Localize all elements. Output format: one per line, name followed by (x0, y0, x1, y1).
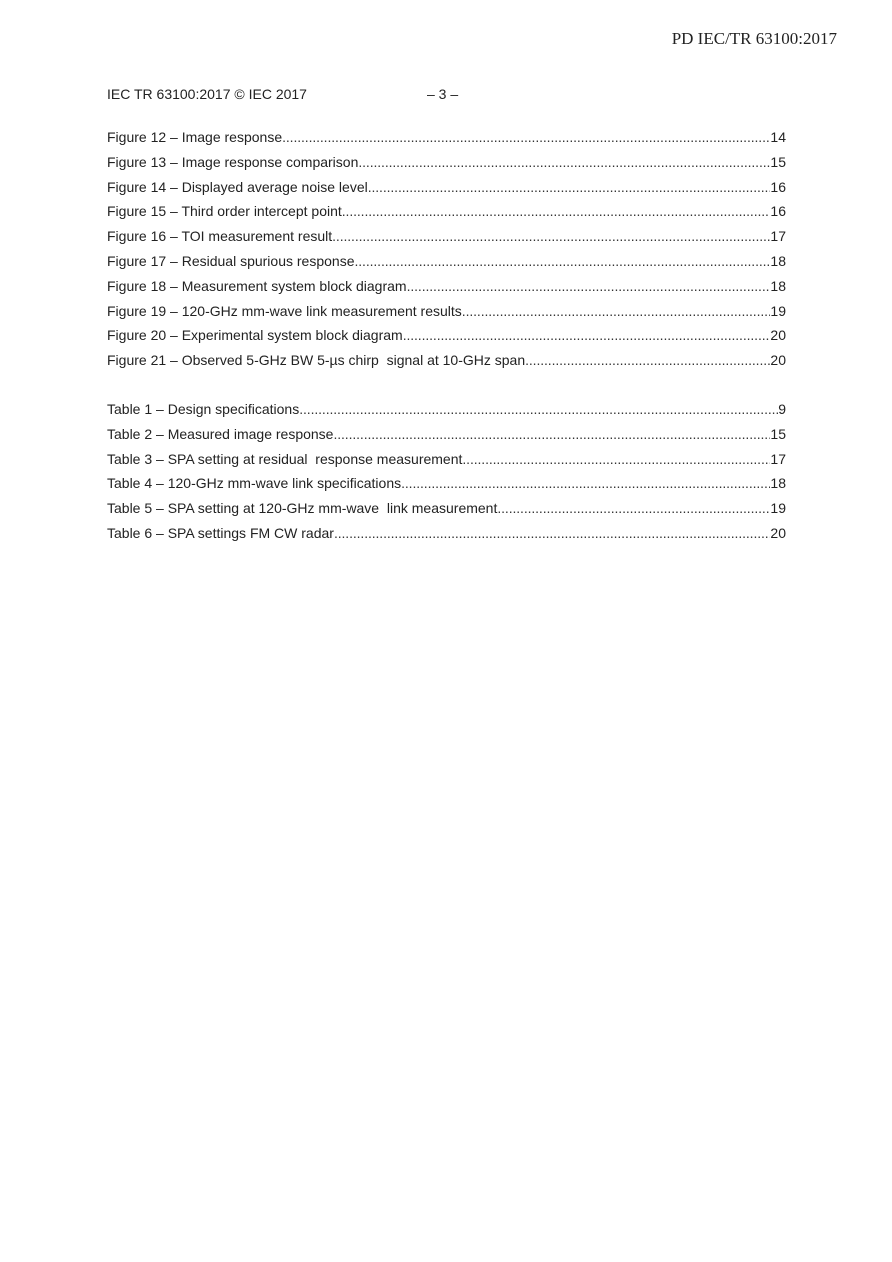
toc-entry-page: 19 (770, 500, 786, 517)
toc-entry-title: Figure 20 – Experimental system block diagram (107, 327, 403, 344)
toc-row-figure-17[interactable] (107, 252, 786, 277)
toc-row-table-4[interactable] (107, 474, 786, 499)
toc-entry-page: 20 (770, 524, 786, 541)
toc-leader-dots (282, 128, 770, 146)
toc-row-table-5[interactable] (107, 499, 786, 524)
toc-row-table-3[interactable] (107, 450, 786, 475)
toc-entry-title: Table 2 – Measured image response (107, 425, 334, 442)
toc-leader-dots (354, 252, 770, 270)
toc-entry-title: Figure 13 – Image response comparison (107, 153, 359, 170)
toc-leader-dots (358, 153, 770, 171)
toc-entry-title: Figure 15 – Third order intercept point (107, 203, 342, 220)
toc-entry-title: Figure 18 – Measurement system block diagram (107, 277, 407, 294)
toc-leader-dots (333, 425, 770, 443)
toc-leader-dots (525, 351, 770, 369)
toc-row-figure-19[interactable] (107, 302, 786, 327)
toc-entry-title: Figure 21 – Observed 5-GHz BW 5-µs chirp signal at 10-GHz span (107, 352, 526, 369)
toc-entry-page: 15 (770, 425, 786, 442)
toc-entry-title: Table 6 – SPA settings FM CW radar (107, 524, 334, 541)
toc-leader-dots (334, 524, 770, 542)
toc-entry-page: 18 (770, 277, 786, 294)
toc-leader-dots (299, 400, 778, 418)
toc-leader-dots (401, 474, 770, 492)
toc-entry-page: 20 (770, 352, 786, 369)
toc-row-figure-15[interactable] (107, 202, 786, 227)
page-header (107, 86, 787, 106)
toc-leader-dots (497, 499, 770, 517)
toc-entry-title: Figure 19 – 120-GHz mm-wave link measurement results (107, 302, 462, 319)
toc-row-figure-13[interactable] (107, 153, 786, 178)
toc-entry-page: 18 (770, 252, 786, 269)
toc-entry-page: 15 (770, 153, 786, 170)
toc-leader-dots (332, 227, 770, 245)
toc-row-figure-21[interactable] (107, 351, 786, 376)
toc-entry-page: 20 (770, 327, 786, 344)
list-of-figures (107, 128, 786, 376)
toc-entry-title: Figure 14 – Displayed average noise level (107, 178, 368, 195)
toc-leader-dots (462, 302, 771, 320)
toc-entry-page: 18 (770, 475, 786, 492)
copyright-notice: IEC TR 63100:2017 © IEC 2017 (107, 86, 307, 102)
document-reference: PD IEC/TR 63100:2017 (671, 29, 837, 48)
toc-entry-page: 16 (770, 203, 786, 220)
toc-entry-page: 16 (770, 178, 786, 195)
toc-row-figure-14[interactable] (107, 178, 786, 203)
toc-row-figure-16[interactable] (107, 227, 786, 252)
toc-entry-title: Figure 12 – Image response (107, 129, 283, 145)
toc-leader-dots (368, 178, 771, 196)
toc-leader-dots (462, 450, 770, 468)
toc-leader-dots (403, 326, 771, 344)
toc-entry-title: Figure 16 – TOI measurement result (107, 228, 333, 245)
toc-leader-dots (342, 202, 771, 220)
toc-entry-title: Table 4 – 120-GHz mm-wave link specifications (107, 475, 402, 492)
toc-entry-page: 17 (770, 450, 786, 467)
toc-leader-dots (407, 277, 771, 295)
toc-entry-page: 14 (770, 129, 786, 145)
toc-row-table-2[interactable] (107, 425, 786, 450)
toc-row-figure-20[interactable] (107, 326, 786, 351)
toc-row-figure-18[interactable] (107, 277, 786, 302)
toc-entry-page: 9 (778, 401, 786, 417)
toc-entry-title: Table 5 – SPA setting at 120-GHz mm-wave link measurement (107, 500, 498, 517)
toc-row-table-1[interactable] (107, 400, 786, 425)
toc-entry-title: Table 1 – Design specifications (107, 401, 300, 417)
toc-entry-title: Table 3 – SPA setting at residual response measurement (107, 450, 463, 467)
toc-entry-title: Figure 17 – Residual spurious response (107, 252, 355, 269)
toc-entry-page: 17 (770, 228, 786, 245)
toc-row-figure-12[interactable] (107, 128, 786, 153)
toc-entry-page: 19 (770, 302, 786, 319)
toc-row-table-6[interactable] (107, 524, 786, 549)
page-number: – 3 – (427, 86, 459, 102)
list-of-tables (107, 400, 786, 549)
